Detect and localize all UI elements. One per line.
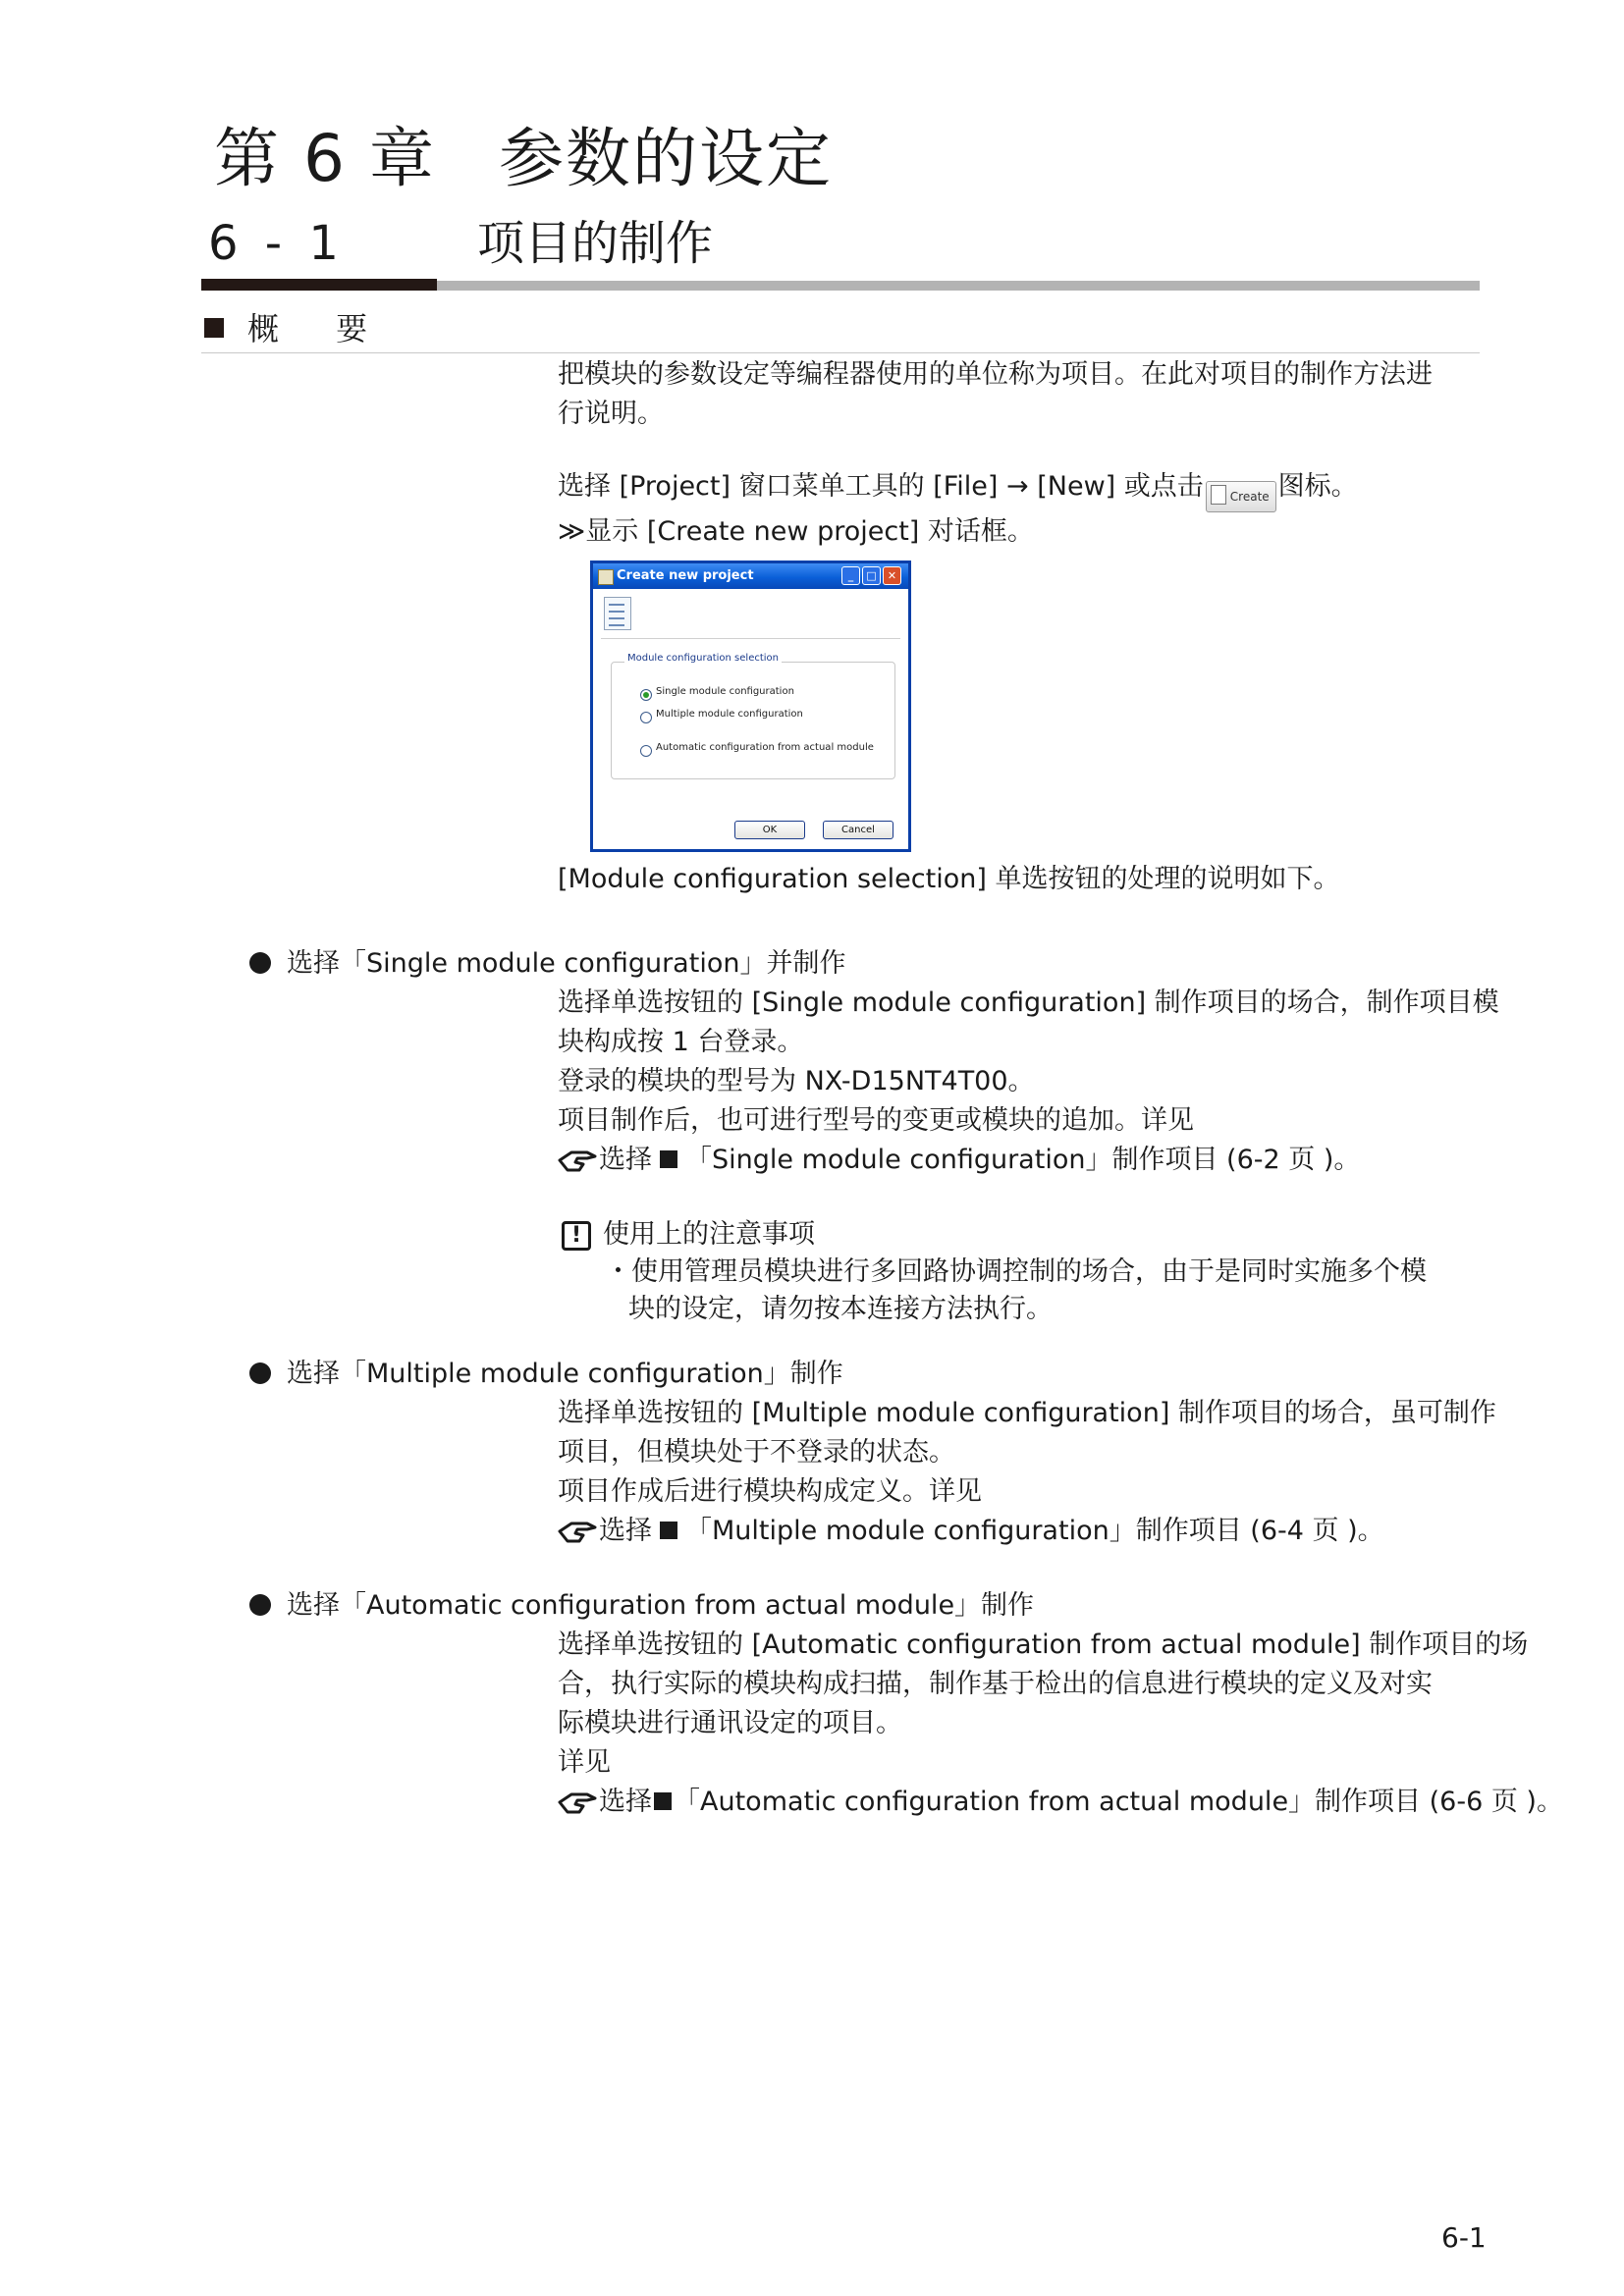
section-rule-gray bbox=[437, 281, 1480, 291]
minimize-icon[interactable]: _ bbox=[841, 566, 860, 585]
instruction-text-pre: 选择 [Project] 窗口菜单工具的 [File] → [New] 或点击 bbox=[558, 471, 1204, 502]
bullet-icon bbox=[249, 1594, 271, 1616]
overview-explain: [Module configuration selection] 单选按钮的处理的说明如下。 bbox=[558, 864, 1340, 894]
close-icon[interactable]: ✕ bbox=[883, 566, 901, 585]
automatic-line1: 选择单选按钮的 [Automatic configuration from actual module] 制作项目的场 bbox=[558, 1629, 1529, 1660]
single-ref-pre: 选择 bbox=[599, 1145, 652, 1175]
radio-single[interactable] bbox=[640, 689, 652, 701]
single-line1: 选择单选按钮的 [Single module configuration] 制作项目的场合，制作项目模 bbox=[558, 988, 1499, 1018]
section-title: 项目的制作 bbox=[477, 216, 714, 271]
create-button-icon bbox=[1206, 481, 1276, 512]
caution-line1: ・使用管理员模块进行多回路协调控制的场合，由于是同时实施多个模 bbox=[605, 1256, 1427, 1287]
chapter-number: 第 6 章 bbox=[214, 121, 436, 196]
automatic-line4: 详见 bbox=[558, 1747, 611, 1778]
dialog-titlebar bbox=[593, 563, 908, 589]
create-button-label: Create bbox=[1229, 490, 1270, 504]
pointing-hand-icon bbox=[558, 1518, 597, 1545]
dialog-title: Create new project bbox=[617, 568, 754, 583]
group-label: Module configuration selection bbox=[624, 653, 782, 664]
bullet-icon bbox=[249, 952, 271, 974]
overview-heading: 概 要 bbox=[247, 310, 392, 347]
multiple-line1: 选择单选按钮的 [Multiple module configuration] 制作项目的场合，虽可制作 bbox=[558, 1398, 1496, 1428]
overview-result: ≫显示 [Create new project] 对话框。 bbox=[558, 516, 1034, 547]
multiple-reference[interactable] bbox=[558, 1512, 1490, 1551]
single-line4: 项目制作后，也可进行型号的变更或模块的追加。详见 bbox=[558, 1105, 1194, 1136]
pointing-hand-icon bbox=[558, 1147, 597, 1174]
automatic-line2: 合，执行实际的模块构成扫描，制作基于检出的信息进行模块的定义及对实 bbox=[558, 1669, 1433, 1699]
reference-square-icon bbox=[660, 1150, 677, 1168]
caution-heading: 使用上的注意事项 bbox=[603, 1219, 815, 1250]
overview-para-line1: 把模块的参数设定等编程器使用的单位称为项目。在此对项目的制作方法进 bbox=[558, 359, 1433, 390]
radio-multiple-label[interactable]: Multiple module configuration bbox=[656, 709, 803, 720]
caution-line2: 块的设定，请勿按本连接方法执行。 bbox=[628, 1294, 1053, 1324]
chapter-name: 参数的设定 bbox=[498, 121, 833, 196]
multiple-line3: 项目作成后进行模块构成定义。详见 bbox=[558, 1476, 982, 1507]
single-line2: 块构成按 1 台登录。 bbox=[558, 1027, 804, 1057]
bullet-icon bbox=[249, 1362, 271, 1384]
multiple-line2: 项目，但模块处于不登录的状态。 bbox=[558, 1437, 955, 1468]
page-number: 6-1 bbox=[1441, 2221, 1487, 2254]
single-ref-post: 「Single module configuration」制作项目 (6-2 页 )。 bbox=[685, 1145, 1361, 1175]
app-icon bbox=[598, 569, 614, 585]
maximize-icon[interactable]: □ bbox=[862, 566, 881, 585]
radio-automatic[interactable] bbox=[640, 745, 652, 757]
new-document-icon bbox=[1211, 485, 1226, 505]
multiple-ref-post: 「Multiple module configuration」制作项目 (6-4 页 )。 bbox=[685, 1516, 1384, 1546]
chapter-title bbox=[214, 120, 833, 198]
ok-button[interactable]: OK bbox=[734, 821, 805, 839]
automatic-reference[interactable] bbox=[558, 1783, 1563, 1822]
single-line3: 登录的模块的型号为 NX-D15NT4T00。 bbox=[558, 1066, 1035, 1096]
automatic-ref-post: 「Automatic configuration from actual module」制作项目 (6-6 页 )。 bbox=[674, 1787, 1563, 1817]
overview-rule bbox=[201, 352, 1480, 353]
automatic-heading: 选择「Automatic configuration from actual module」制作 bbox=[287, 1590, 1035, 1621]
overview-para-line2: 行说明。 bbox=[558, 399, 664, 429]
module-config-groupbox bbox=[611, 662, 895, 779]
reference-square-icon bbox=[660, 1522, 677, 1539]
single-reference[interactable] bbox=[558, 1141, 1490, 1180]
dialog-separator bbox=[601, 638, 900, 639]
section-rule-dark bbox=[201, 279, 437, 291]
overview-instruction bbox=[558, 467, 1490, 512]
checklist-icon bbox=[604, 597, 631, 630]
heading-square-icon bbox=[204, 318, 224, 338]
instruction-text-post: 图标。 bbox=[1277, 471, 1358, 502]
create-new-project-dialog bbox=[590, 561, 911, 852]
section-number: 6 - 1 bbox=[208, 216, 345, 271]
automatic-line3: 际模块进行通讯设定的项目。 bbox=[558, 1708, 902, 1738]
radio-single-label[interactable]: Single module configuration bbox=[656, 686, 794, 697]
radio-automatic-label[interactable]: Automatic configuration from actual module bbox=[656, 742, 874, 753]
dialog-body bbox=[593, 589, 908, 849]
multiple-heading: 选择「Multiple module configuration」制作 bbox=[287, 1359, 843, 1389]
cancel-button[interactable]: Cancel bbox=[823, 821, 893, 839]
single-heading: 选择「Single module configuration」并制作 bbox=[287, 948, 846, 979]
pointing-hand-icon bbox=[558, 1789, 597, 1816]
multiple-ref-pre: 选择 bbox=[599, 1516, 652, 1546]
reference-square-icon bbox=[654, 1792, 672, 1810]
caution-icon: ! bbox=[562, 1221, 591, 1251]
automatic-ref-pre: 选择 bbox=[599, 1787, 652, 1817]
radio-multiple[interactable] bbox=[640, 712, 652, 723]
